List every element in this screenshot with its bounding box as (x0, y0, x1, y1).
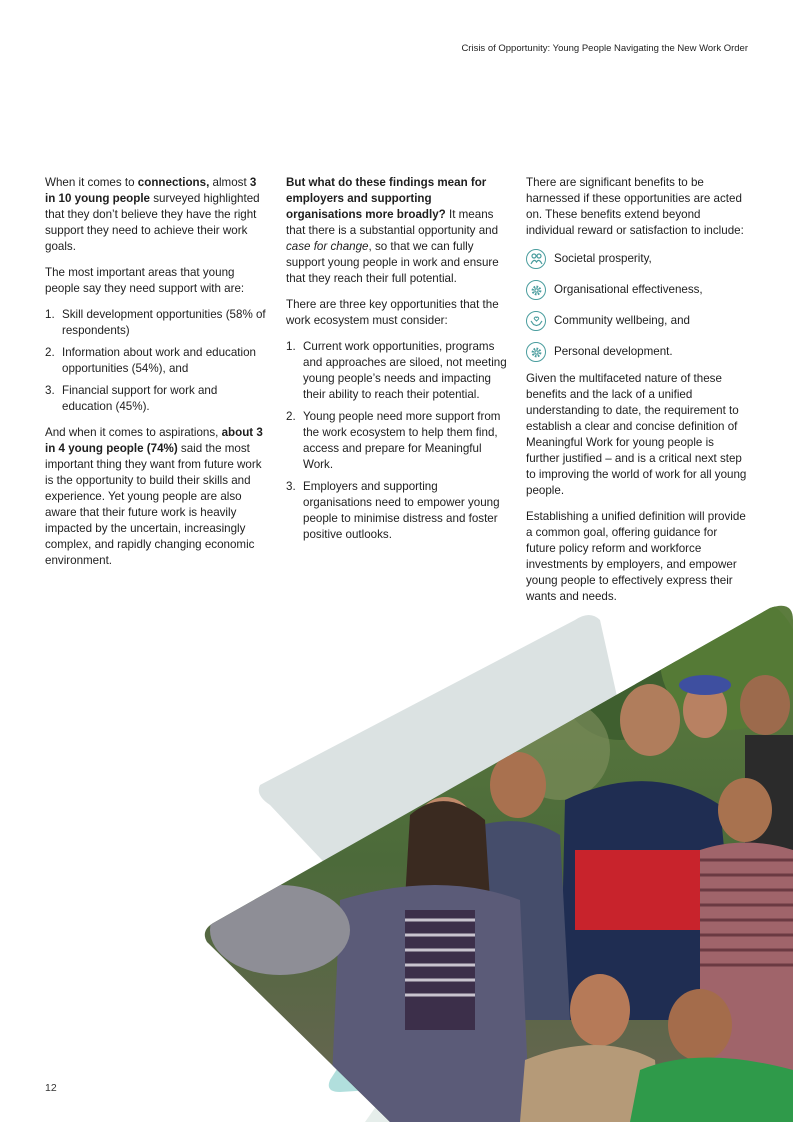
definition-paragraph: Given the multifaceted nature of these benefits and the lack of a unified understanding to date, the requirement to establish a clear and concise definition of Meaningful Work for young people is further justified – and is a critical next step to improving the world of work for all young people. (526, 372, 747, 497)
benefit-item: Community wellbeing, and (526, 309, 748, 333)
unified-definition-paragraph: Establishing a unified definition will provide a common goal, offering guidance for future policy reform and workforce investments by employers, and empower young people to effectively express their wants and needs. (526, 510, 746, 603)
opportunities-list (286, 339, 508, 543)
list-item: 1. Skill development opportunities (58% of respondents) (45, 308, 266, 337)
list-item: 1. Current work opportunities, programs and approaches are siloed, not meeting young people’s needs and impacting their ability to reach their potential. (286, 340, 507, 401)
running-header: Crisis of Opportunity: Young People Navigating the New Work Order (461, 43, 748, 54)
support-list (45, 307, 267, 415)
list-item: 3. Employers and supporting organisations need to empower young people to minimise distress and foster positive outlooks. (286, 480, 500, 541)
list-item: 3. Financial support for work and education (45%). (45, 384, 218, 413)
column-2 (286, 175, 508, 553)
column-1 (45, 175, 267, 579)
support-intro: The most important areas that young people say they need support with are: (45, 266, 245, 295)
findings-paragraph: But what do these findings mean for employers and supporting organisations more broadly? It means that there is a substantial opportunity and case for change, so that we can fully support young people in work and ensure that they reach their full potential. (286, 176, 499, 285)
gear-icon (526, 280, 546, 300)
person (210, 885, 350, 975)
gear-icon (526, 342, 546, 362)
list-item: 2. Young people need more support from the work ecosystem to help them find, access and prepare for Meaningful Work. (286, 410, 501, 471)
benefit-item: Organisational effectiveness, (526, 278, 748, 302)
group-photo-collage (0, 600, 793, 1122)
aspirations-paragraph: And when it comes to aspirations, about 3 in 4 young people (74%) said the most important thing they want from future work is the opportunity to build their skills and experience. Yet young people are also aware that their future work is heavily impacted by the uncertain, increasingly complex, and rapidly changing economic environment. (45, 426, 263, 567)
benefit-item: Societal prosperity, (526, 247, 748, 271)
opportunities-intro: There are three key opportunities that the work ecosystem must consider: (286, 298, 499, 327)
benefit-item: Personal development. (526, 340, 748, 364)
connections-paragraph: When it comes to connections, almost 3 in 10 young people surveyed highlighted that they don’t believe they have the right support they need to achieve their work goals. (45, 176, 260, 253)
benefits-list (526, 247, 748, 364)
column-3 (526, 175, 748, 615)
people-icon (526, 249, 546, 269)
list-item: 2. Information about work and education opportunities (54%), and (45, 346, 256, 375)
benefits-intro: There are significant benefits to be harnessed if these opportunities are acted on. These benefits extend beyond individual reward or satisfaction to include: (526, 176, 744, 237)
heart-hands-icon (526, 311, 546, 331)
page-number: 12 (45, 1082, 57, 1094)
